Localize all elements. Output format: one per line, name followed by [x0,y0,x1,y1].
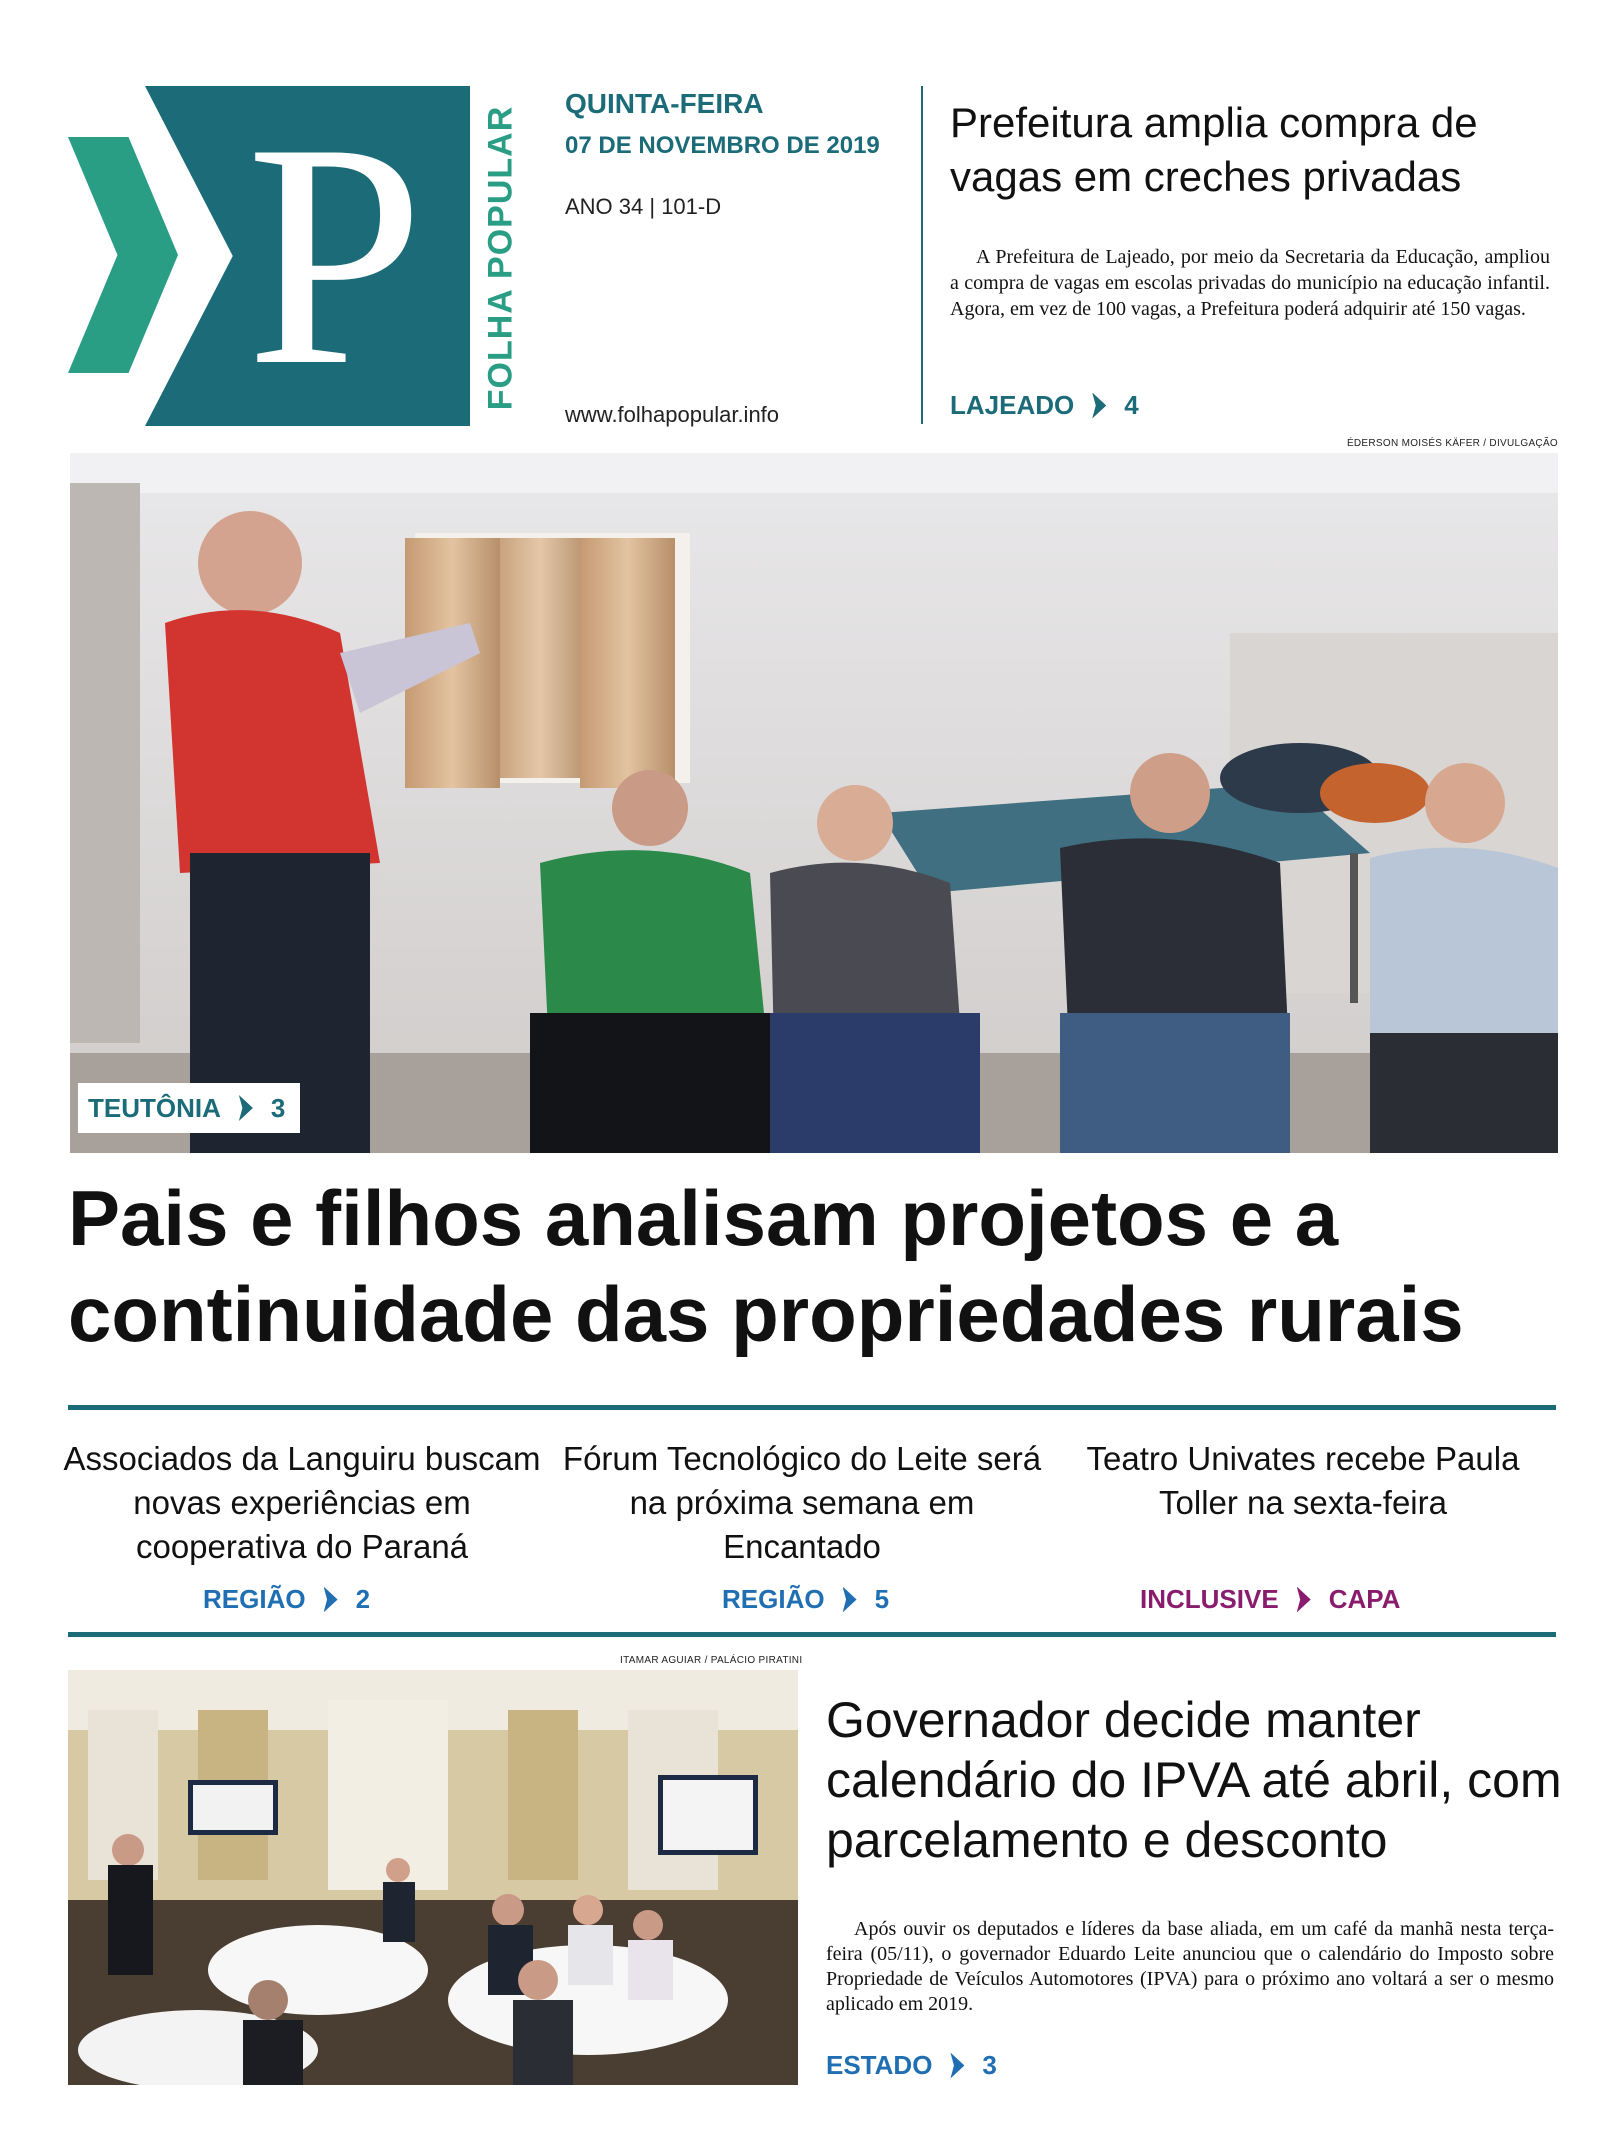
main-story-photo [70,453,1558,1153]
section-label: REGIÃO [203,1584,306,1614]
column-1-section-tag[interactable] [203,1584,370,1615]
bottom-story-body: Após ouvir os deputados e líderes da base aliada, em um café da manhã nesta terça-feira (05/11), o governador Eduardo Leite anunciou que o calendário do Imposto sobre Propriedade de Veículos Automotores (IPVA) para o próximo ano voltará a ser o mesmo aplicado em 2019. [826,1918,1554,2015]
top-story-section-tag[interactable] [950,390,1139,421]
section-label: REGIÃO [722,1584,825,1614]
section-label: LAJEADO [950,390,1075,420]
column-2-section-tag[interactable] [722,1584,889,1615]
issue-date: 07 DE NOVEMBRO DE 2019 [565,132,880,159]
main-story-section-tag[interactable] [78,1083,300,1133]
chevron-right-icon [950,2053,964,2079]
section-divider-bottom [68,1632,1556,1637]
section-label: TEUTÔNIA [88,1092,221,1123]
chevron-right-icon [324,1587,338,1613]
section-label: ESTADO [826,2050,933,2080]
main-headline-line-2: continuidade das propriedades rurais [68,1270,1464,1358]
brand-name [478,90,524,425]
column-3-headline: Teatro Univates recebe Paula Toller na sexta-feira [1086,1440,1520,1521]
top-story-body: A Prefeitura de Lajeado, por meio da Secretaria da Educação, ampliou a compra de vagas em escolas privadas do município na educação infantil. Agora, em vez de 100 vagas, a Prefeitura poderá adquirir até 150 vagas. [950,246,1550,320]
bottom-story-photo [68,1670,798,2085]
brand-name-text: FOLHA POPULAR [481,105,520,410]
column-divider [921,86,923,424]
bottom-photo-credit: ITAMAR AGUIAR / PALÁCIO PIRATINI [620,1655,803,1666]
issue-edition: ANO 34 | 101-D [565,194,722,219]
column-1-headline: Associados da Languiru buscam novas experiências em cooperativa do Paraná [63,1440,541,1565]
column-story-1[interactable] [62,1437,542,1569]
bottom-story-headline[interactable]: Governador decide manter calendário do IPVA até abril, com parcelamento e desconto [826,1692,1562,1868]
page-number: 5 [874,1584,890,1614]
issue-day: QUINTA-FEIRA [565,88,764,119]
main-story-headline[interactable] [68,1170,1568,1362]
chevron-right-icon [239,1095,253,1121]
column-story-3[interactable] [1063,1437,1543,1525]
page-number: CAPA [1328,1584,1401,1614]
bottom-story-section-tag[interactable] [826,2050,997,2081]
logo-letter: P [246,78,424,432]
section-label: INCLUSIVE [1140,1584,1279,1614]
page-number: 3 [982,2050,997,2080]
website-link[interactable]: www.folhapopular.info [565,402,780,427]
column-story-2[interactable] [562,1437,1042,1569]
page-number: 3 [270,1092,286,1123]
chevron-right-icon [843,1587,857,1613]
column-2-headline: Fórum Tecnológico do Leite será na próxima semana em Encantado [562,1440,1042,1565]
main-photo-credit: ÉDERSON MOISÉS KÄFER / DIVULGAÇÃO [1346,438,1558,449]
page-number: 2 [355,1584,371,1614]
chevron-right-icon [1092,393,1106,419]
page-number: 4 [1124,390,1139,420]
logo-chevron-shape [68,137,178,373]
column-3-section-tag[interactable] [1140,1584,1400,1615]
chevron-right-icon [1297,1587,1311,1613]
main-headline-line-1: Pais e filhos analisam projetos e a [68,1174,1339,1262]
section-divider-top [68,1405,1556,1410]
top-story-headline[interactable]: Prefeitura amplia compra de vagas em creches privadas [950,99,1478,200]
